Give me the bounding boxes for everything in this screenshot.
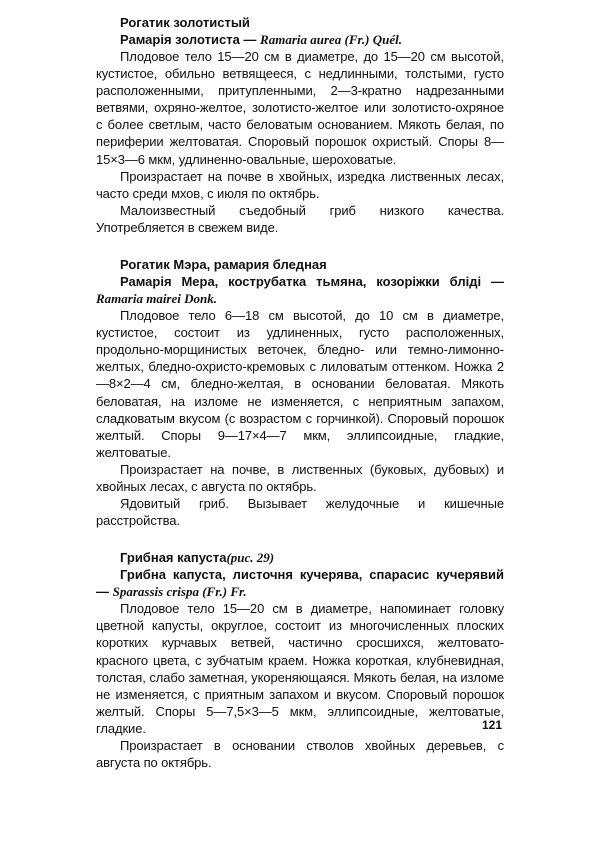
- description-paragraph: Плодовое тело 6—18 см высотой, до 10 см в диаметре, кустистое, состоит из удлиненных, густо расположенных, продольно-морщинистых веточек, бледно- или темно-лимонно-желтых, бледно-охристо-кремовых с лиловатым оттенком. Ножка 2—8×2—4 см, бледно-желтая, в основании беловатая. Мякоть беловатая, на изломе не изменяется, с неприятным запахом, сладковатым вкусом (с возрастом с горчинкой). Споровый порошок желтый. Споры 9—17×4—7 мкм, эллипсоидные, гладкие, желтоватые.: [96, 308, 504, 460]
- figure-reference: (рис. 29): [226, 550, 275, 566]
- entry-title: Рогатик золотистый: [120, 15, 250, 30]
- edibility-paragraph: Малоизвестный съедобный гриб низкого качества. Употребляется в свежем виде.: [96, 202, 504, 235]
- ukrainian-name: Рамарія Мера, кострубатка тьмяна, козоріжки бліді — Ramaria mairei Donk.: [96, 274, 504, 307]
- habitat-paragraph: Произрастает на почве, в лиственных (буковых, дубовых) и хвойных лесах, с августа по октябрь.: [96, 461, 504, 494]
- entry-title: Рогатик Мэра, рамария бледная: [120, 257, 327, 273]
- description-paragraph: Плодовое тело 15—20 см в диаметре, напоминает головку цветной капусты, округлое, состоит из многочисленных плоских коротких курчавых ветвей, частично сросшихся, желтовато-красного цвета, с зубчатым краем. Ножка короткая, клубневидная, толстая, слабо заметная, укореняющаяся. Мякоть белая, на изломе не изменяется, с приятным запахом и вкусом. Споровый порошок желтый. Споры 5—7,5×3—5 мкм, эллипсоидные, желтоватые, гладкие.: [96, 601, 504, 736]
- entry-sparassis-crispa: [96, 549, 504, 771]
- description-paragraph: Плодовое тело 15—20 см в диаметре, до 15—20 см высотой, кустистое, обильно ветвящееся, с недлинными, толстыми, густо расположенными, притупленными, 2—3-кратно надрезанными ветвями, охряно-желтое, золотисто-желтое или золотисто-охряное с более светлым, часто беловатым основанием. Мякоть белая, по периферии желтоватая. Споровый порошок охристый. Споры 8—15×3—6 мкм, удлиненно-овальные, шероховатые.: [96, 49, 504, 167]
- ukrainian-name: Рамарія золотиста — Ramaria aurea (Fr.) Quél.: [120, 32, 402, 47]
- habitat-paragraph: Произрастает в основании стволов хвойных деревьев, с августа по октябрь.: [96, 738, 504, 771]
- page-number: 121: [482, 718, 503, 732]
- page-body: [96, 14, 504, 771]
- habitat-paragraph: Произрастает на почве в хвойных, изредка лиственных лесах, часто среди мхов, с июля по октябрь.: [96, 168, 504, 201]
- latin-name: Ramaria mairei Donk.: [96, 291, 217, 307]
- entry-ramaria-mairei: [96, 256, 504, 529]
- entry-title: Грибная капуста(рис. 29): [120, 550, 275, 566]
- edibility-paragraph: Ядовитый гриб. Вызывает желудочные и кишечные расстройства.: [96, 496, 504, 529]
- entry-ramaria-aurea: [96, 14, 504, 236]
- latin-name: Ramaria aurea (Fr.) Quél.: [260, 32, 402, 47]
- latin-name: Sparassis crispa (Fr.) Fr.: [112, 584, 247, 600]
- ukrainian-name: Грибна капуста, листочня кучерява, спарасис кучерявий — Sparassis crispa (Fr.) Fr.: [96, 567, 504, 600]
